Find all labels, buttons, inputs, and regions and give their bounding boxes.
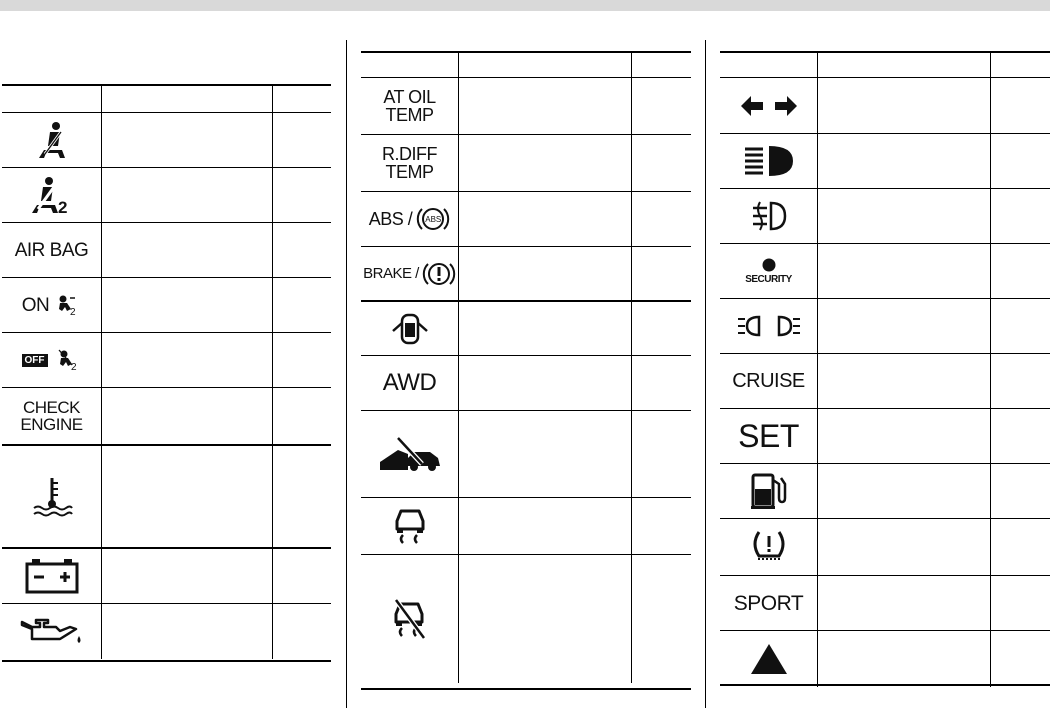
table-row: [2, 549, 331, 604]
vdc-off-icon: [361, 555, 458, 683]
column-divider: [346, 40, 347, 708]
table-row: [2, 223, 331, 278]
coolant-temp-icon: [2, 446, 101, 547]
table-row: [2, 278, 331, 333]
cruise-text: [720, 354, 817, 408]
table-row: [720, 464, 1050, 519]
indicator-table-right: [720, 51, 1050, 686]
sport-label: SPORT: [733, 591, 804, 615]
seatbelt-icon: [2, 113, 101, 167]
table-row: [2, 333, 331, 388]
r-diff-label: R.DIFF: [382, 144, 437, 164]
airbag-text: [2, 223, 101, 277]
set-label: SET: [738, 418, 799, 454]
abs-circle-icon: [416, 204, 450, 234]
abs-inner-label: ABS: [425, 215, 442, 224]
temp-label: TEMP: [385, 105, 434, 125]
pre-collision-off-icon: [361, 411, 458, 497]
table-row: [720, 631, 1050, 687]
table-row: [361, 302, 691, 356]
table-row: [720, 244, 1050, 299]
at-oil-label: AT OIL: [383, 87, 436, 107]
oil-pressure-icon: [2, 604, 101, 659]
indicator-table-left: [2, 84, 331, 662]
sport-text: [720, 576, 817, 630]
abs-label: ABS /: [368, 209, 413, 229]
table-row: [720, 354, 1050, 409]
temp-label: TEMP: [385, 162, 434, 182]
table-row: [361, 78, 691, 135]
at-oil-temp-text: [361, 78, 458, 134]
table-header: [2, 86, 331, 113]
abs-icon: [361, 192, 458, 246]
tpms-icon: [720, 519, 817, 575]
table-row: [720, 576, 1050, 631]
table-row: [720, 189, 1050, 244]
svg-text:2: 2: [57, 198, 67, 215]
indicator-table-middle: [361, 51, 691, 690]
awd-label: AWD: [382, 369, 437, 396]
table-row: [720, 134, 1050, 189]
table-row: [2, 446, 331, 549]
table-row: [361, 555, 691, 683]
table-row: [720, 78, 1050, 134]
table-row: [2, 388, 331, 446]
table-row: [361, 192, 691, 247]
table-header: [361, 53, 691, 78]
passenger-airbag-on-icon: [2, 278, 101, 332]
svg-text:2: 2: [70, 362, 77, 371]
table-row: [2, 604, 331, 659]
triangle-warning-icon: [720, 631, 817, 687]
table-header: [720, 53, 1050, 78]
table-row: [2, 113, 331, 168]
set-text: [720, 409, 817, 463]
airbag-label: AIR BAG: [14, 239, 89, 261]
battery-icon: [2, 549, 101, 603]
table-row: [720, 519, 1050, 576]
engine-label: ENGINE: [20, 415, 83, 434]
security-label: SECURITY: [745, 273, 792, 285]
high-beam-icon: [720, 134, 817, 188]
table-row: [2, 168, 331, 223]
awd-text: [361, 356, 458, 410]
door-open-icon: [361, 302, 458, 355]
page-top-bar: [0, 0, 1050, 11]
table-row: [720, 299, 1050, 354]
brake-label: BRAKE /: [363, 265, 419, 282]
turn-signal-icon: [720, 78, 817, 133]
table-row: [361, 411, 691, 498]
cruise-label: CRUISE: [732, 370, 805, 392]
passenger-airbag-off-icon: [2, 333, 101, 387]
vdc-icon: [361, 498, 458, 554]
svg-text:2: 2: [70, 307, 76, 316]
table-row: [720, 409, 1050, 464]
on-label: ON: [21, 294, 50, 316]
front-fog-icon: [720, 189, 817, 243]
brake-exclamation-icon: [422, 259, 456, 289]
r-diff-temp-text: [361, 135, 458, 191]
check-label: CHECK: [22, 398, 80, 417]
table-row: [361, 247, 691, 302]
column-divider: [705, 40, 706, 708]
off-badge: OFF: [22, 354, 48, 367]
security-icon: [720, 244, 817, 298]
check-engine-text: [2, 388, 101, 444]
table-row: [361, 356, 691, 411]
fuel-icon: [720, 464, 817, 518]
brake-icon: [361, 247, 458, 300]
seatbelt-2-icon: [2, 168, 101, 222]
table-row: [361, 135, 691, 192]
headlight-icon: [720, 299, 817, 353]
table-row: [361, 498, 691, 555]
